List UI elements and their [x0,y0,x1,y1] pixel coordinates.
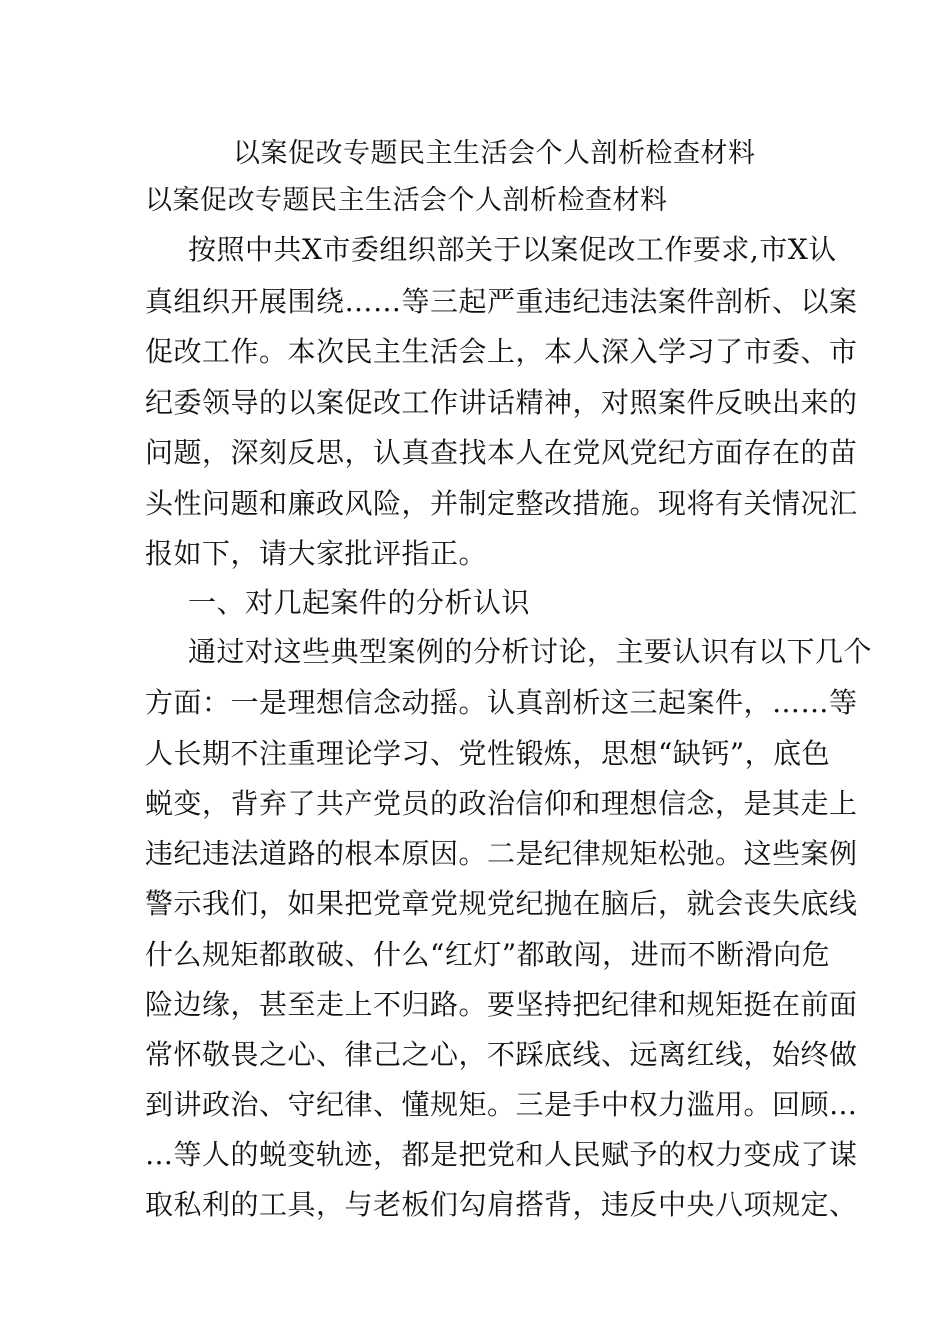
body-line: 蜕变，背弃了共产党员的政治信仰和理想信念，是其走上 [145,787,858,820]
body-line: 问题，深刻反思，认真查找本人在党风党纪方面存在的苗 [145,436,858,469]
body-line: 违纪违法道路的根本原因。二是纪律规矩松弛。这些案例 [145,837,858,870]
body-line: 纪委领导的以案促改工作讲话精神，对照案件反映出来的 [145,386,858,419]
body-line: 险边缘，甚至走上不归路。要坚持把纪律和规矩挺在前面 [145,988,858,1021]
body-line: 报如下，请大家批评指正。 [145,537,488,570]
body-line: 常怀敬畏之心、律己之心，不踩底线、远离红线，始终做 [145,1038,858,1071]
section-heading: 一、对几起案件的分析认识 [188,586,531,619]
body-line: 方面：一是理想信念动摇。认真剖析这三起案件，……等 [145,686,858,719]
document-title: 以案促改专题民主生活会个人剖析检查材料 [233,138,756,169]
body-line: 头性问题和廉政风险，并制定整改措施。现将有关情况汇 [145,487,858,520]
body-line: 促改工作。本次民主生活会上，本人深入学习了市委、市 [145,335,858,368]
body-line: 到讲政治、守纪律、懂规矩。三是手中权力滥用。回顾… [145,1088,858,1121]
body-line: …等人的蜕变轨迹，都是把党和人民赋予的权力变成了谋 [145,1138,858,1171]
body-line: 取私利的工具，与老板们勾肩搭背，违反中央八项规定、 [145,1188,858,1221]
body-line: 人长期不注重理论学习、党性锻炼，思想“缺钙”，底色 [145,737,831,770]
body-line: 真组织开展围绕……等三起严重违纪违法案件剖析、以案 [145,285,858,318]
body-line: 通过对这些典型案例的分析讨论，主要认识有以下几个 [188,635,873,668]
body-line: 警示我们，如果把党章党规党纪抛在脑后，就会丧失底线 [145,887,858,920]
document-subtitle: 以案促改专题民主生活会个人剖析检查材料 [145,185,668,216]
body-line: 按照中共X市委组织部关于以案促改工作要求,市X认 [188,233,837,266]
body-line: 什么规矩都敢破、什么“红灯”都敢闯，进而不断滑向危 [145,938,831,971]
